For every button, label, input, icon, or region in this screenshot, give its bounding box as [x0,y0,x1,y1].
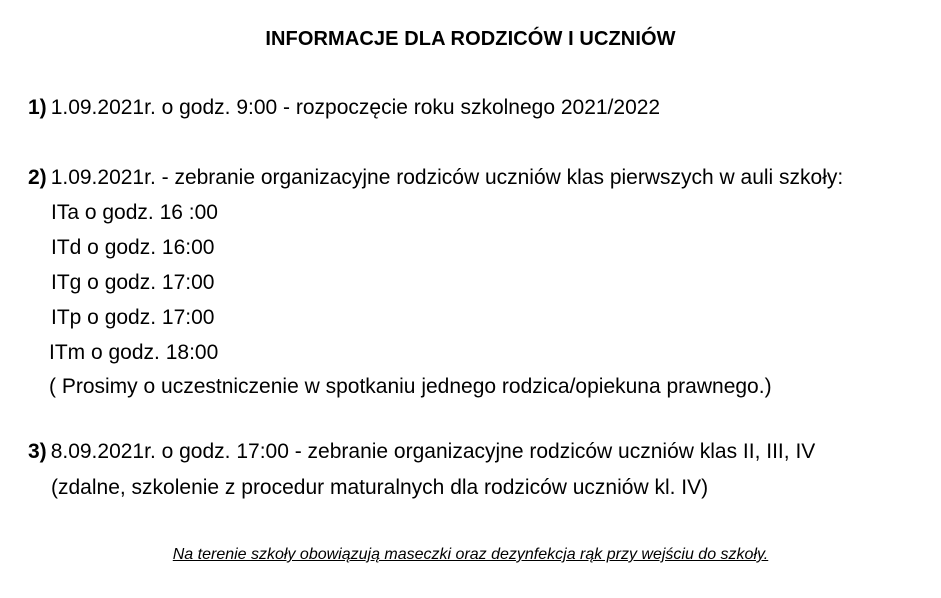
item-number: 1) [28,96,47,119]
schedule-line: ITg o godz. 17:00 [51,271,215,294]
footer-note: Na terenie szkoły obowiązują maseczki oraz dezynfekcja rąk przy wejściu do szkoły. [172,546,769,563]
list-item-2 [28,166,843,190]
document-title: INFORMACJE DLA RODZICÓW I UCZNIÓW [265,28,676,50]
list-item-1 [28,96,660,120]
schedule-line: ITa o godz. 16 :00 [51,201,218,224]
schedule-line: ITm o godz. 18:00 [49,341,219,364]
item-number: 2) [28,166,47,189]
item-text: 8.09.2021r. o godz. 17:00 - zebranie organizacyjne rodziców uczniów klas II, III, IV [50,440,816,463]
item-number: 3) [28,440,47,463]
schedule-line: ITp o godz. 17:00 [51,306,215,329]
schedule-line: ITd o godz. 16:00 [51,236,215,259]
list-item-3 [28,440,815,464]
item-text: 1.09.2021r. - zebranie organizacyjne rodziców uczniów klas pierwszych w auli szkoły: [50,166,844,189]
item-text: 1.09.2021r. o godz. 9:00 - rozpoczęcie roku szkolnego 2021/2022 [50,96,661,119]
attendance-note: ( Prosimy o uczestniczenie w spotkaniu jednego rodzica/opiekuna prawnego.) [49,375,772,398]
meeting-note: (zdalne, szkolenie z procedur maturalnych dla rodziców uczniów kl. IV) [51,476,709,499]
